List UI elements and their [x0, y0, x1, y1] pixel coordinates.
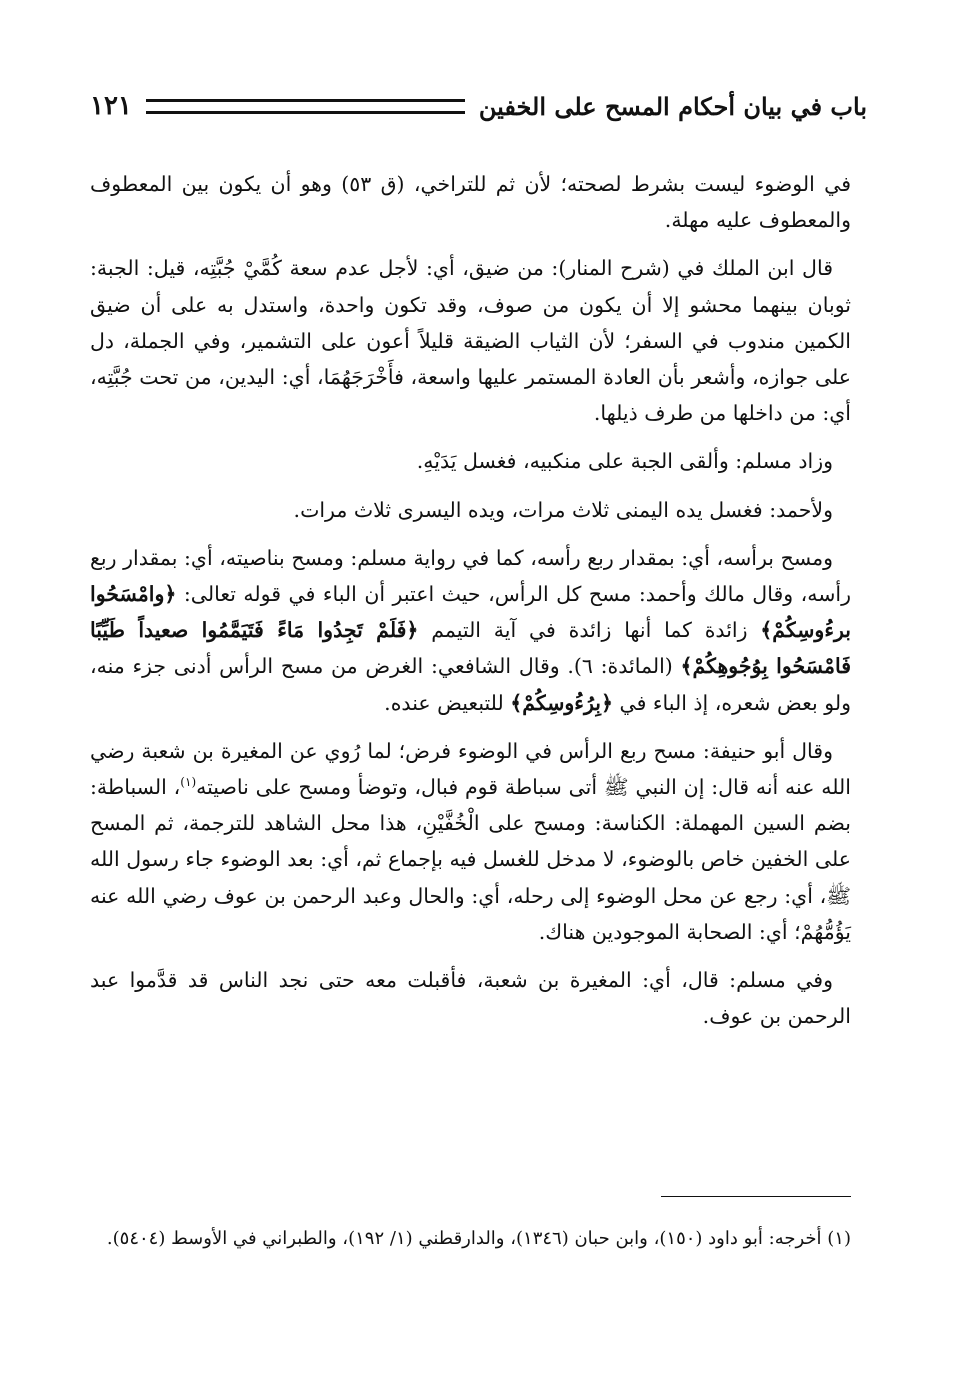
- quran-quote: ﴿وامْسَحُوا برءُوسِكُمْ﴾: [90, 582, 851, 643]
- text-run: (المائدة: ٦). وقال الشافعي: الغرض من مسح الرأس أدنى جزء منه، ولو بعض شعره، إذ الباء في: [90, 654, 851, 715]
- paragraph-5: [90, 540, 851, 721]
- paragraph-3: وزاد مسلم: وألقى الجبة على منكبيه، فغسل يَدَيْهِ.: [416, 449, 833, 474]
- footnote: (١) أخرجه: أبو داود (١٥٠)، وابن حبان (١٣٤٦)، والدارقطني (١/ ١٩٢)، والطبراني في الأوسط (٥٤٠٤).: [106, 1228, 851, 1249]
- paragraph-6: [90, 733, 851, 950]
- text-run: زائدة كما أنها زائدة في آية التيمم: [418, 618, 761, 643]
- text-run: ، السباطة: بضم السين المهملة: الكناسة: ومسح على الْخُفَّيْنِ، هذا محل الشاهد للترجمة، ثم المسح على الخفين خاص بالوضوء، لا مدخل للغسل فيه بإجماع ثم، أي: بعد الوضوء جاء رسول الله ﷺ، أي: رجع عن محل الوضوء إلى رحله، أي: والحال وعبد الرحمن بن عوف رضي الله عنه يَؤُمُّهُمْ؛ أي: الصحابة الموجودين هناك.: [90, 775, 851, 944]
- paragraph-2: قال ابن الملك في (شرح المنار): من ضيق، أي: لأجل عدم سعة كُمَّيْ جُبَّتِه، قيل: الجبة: ثوبان بينهما محشو إلا أن يكون من صوف، وقد تكون واحدة، واستدل به على أن ضيق الكمين مندوب في السفر؛ لأن الثياب الضيقة قليلاً أعون على التشمير، وفي الجملة، دل على جوازه، وأشعر بأن العادة المستمر عليها واسعة، فأَخْرَجَهُمَا، أي: اليدين، من تحت جُبَّتِه، أي: من داخلها من طرف ذيلها.: [90, 256, 851, 426]
- running-header: [90, 86, 867, 126]
- text-run: وقال أبو حنيفة: مسح ربع الرأس في الوضوء فرض؛ لما رُوي عن المغيرة بن شعبة رضي الله عنه أنه قال: إن النبي ﷺ أتى سباطة قوم فبال، وتوضأ ومسح على ناصيته: [90, 738, 851, 800]
- paragraph-4: ولأحمد: فغسل يده اليمنى ثلاث مرات، ويده اليسرى ثلاث مرات.: [293, 497, 833, 522]
- page-number: ١٢١: [90, 91, 132, 121]
- footnote-divider: [661, 1196, 851, 1197]
- header-rule: [146, 99, 465, 114]
- footnote-reference[interactable]: (١): [180, 775, 197, 790]
- quran-quote: ﴿بِرُءُوسِكُمْ﴾: [510, 690, 613, 715]
- paragraph-7: وفي مسلم: قال، أي: المغيرة بن شعبة، فأقبلت معه حتى نجد الناس قد قدَّموا عبد الرحمن بن عوف.: [90, 968, 851, 1029]
- main-text: [90, 166, 851, 1046]
- text-run: ومسح برأسه، أي: بمقدار ربع رأسه، كما في رواية مسلم: ومسح بناصيته، أي: بمقدار ربع رأسه، وقال مالك وأحمد: مسح كل الرأس، حيث اعتبر أن الباء في قوله تعالى:: [90, 545, 851, 607]
- quran-quote: ﴿فَلَمْ تَجِدُوا مَاءً فَتَيَمَّمُوا صعيداً طَيِّبًا فَامْسَحُوا بِوُجُوهِكُمْ﴾: [90, 618, 851, 679]
- paragraph-1: في الوضوء ليست بشرط لصحته؛ لأن ثم للتراخي، (ق ٥٣) وهو أن يكون بين المعطوف والمعطوف عليه مهلة.: [90, 172, 851, 233]
- text-run: للتبعيض عنده.: [384, 690, 511, 715]
- chapter-title: باب في بيان أحكام المسح على الخفين: [478, 91, 867, 121]
